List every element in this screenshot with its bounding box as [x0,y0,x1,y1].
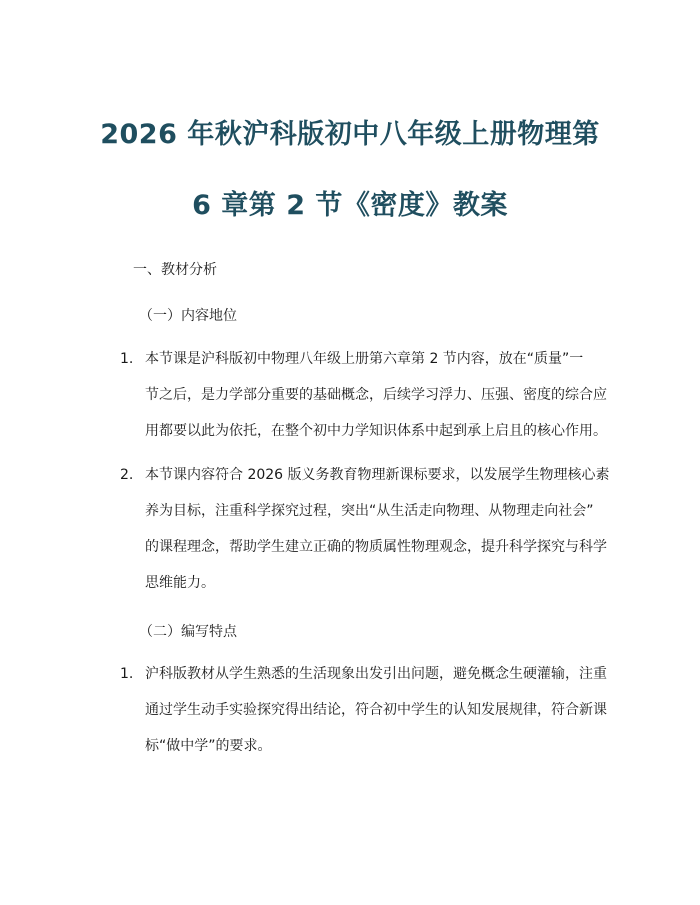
list-item-number: 2. [120,467,134,483]
subsection-heading-content-position: （一）内容地位 [139,308,237,324]
section-heading-textbook-analysis: 一、教材分析 [133,262,217,278]
list-item-line: 标“做中学”的要求。 [145,738,272,754]
list-item-number: 1. [120,351,134,367]
document-title-line-1: 2026 年秋沪科版初中八年级上册物理第 [100,119,600,150]
list-item-line: 节之后，是力学部分重要的基础概念，后续学习浮力、压强、密度的综合应 [145,387,607,403]
subsection-heading-writing-features: （二）编写特点 [139,624,237,640]
list-item-line: 的课程理念，帮助学生建立正确的物质属性物理观念，提升科学探究与科学 [145,539,607,555]
list-item-line: 用都要以此为依托，在整个初中力学知识体系中起到承上启且的核心作用。 [145,423,607,439]
list-item-line: 通过学生动手实验探究得出结论，符合初中学生的认知发展规律，符合新课 [145,702,607,718]
document-title-line-2: 6 章第 2 节《密度》教案 [192,190,508,221]
list-item-line: 本节课内容符合 2026 版义务教育物理新课标要求，以发展学生物理核心素 [145,467,610,483]
list-item-line: 本节课是沪科版初中物理八年级上册第六章第 2 节内容，放在“质量”一 [145,351,584,367]
list-item-line: 沪科版教材从学生熟悉的生活现象出发引出问题，避免概念生硬灌输，注重 [145,666,607,682]
list-item-line: 养为目标，注重科学探究过程，突出“从生活走向物理、从物理走向社会” [145,503,594,519]
list-item-line: 思维能力。 [145,575,215,591]
list-item-number: 1. [120,666,134,682]
